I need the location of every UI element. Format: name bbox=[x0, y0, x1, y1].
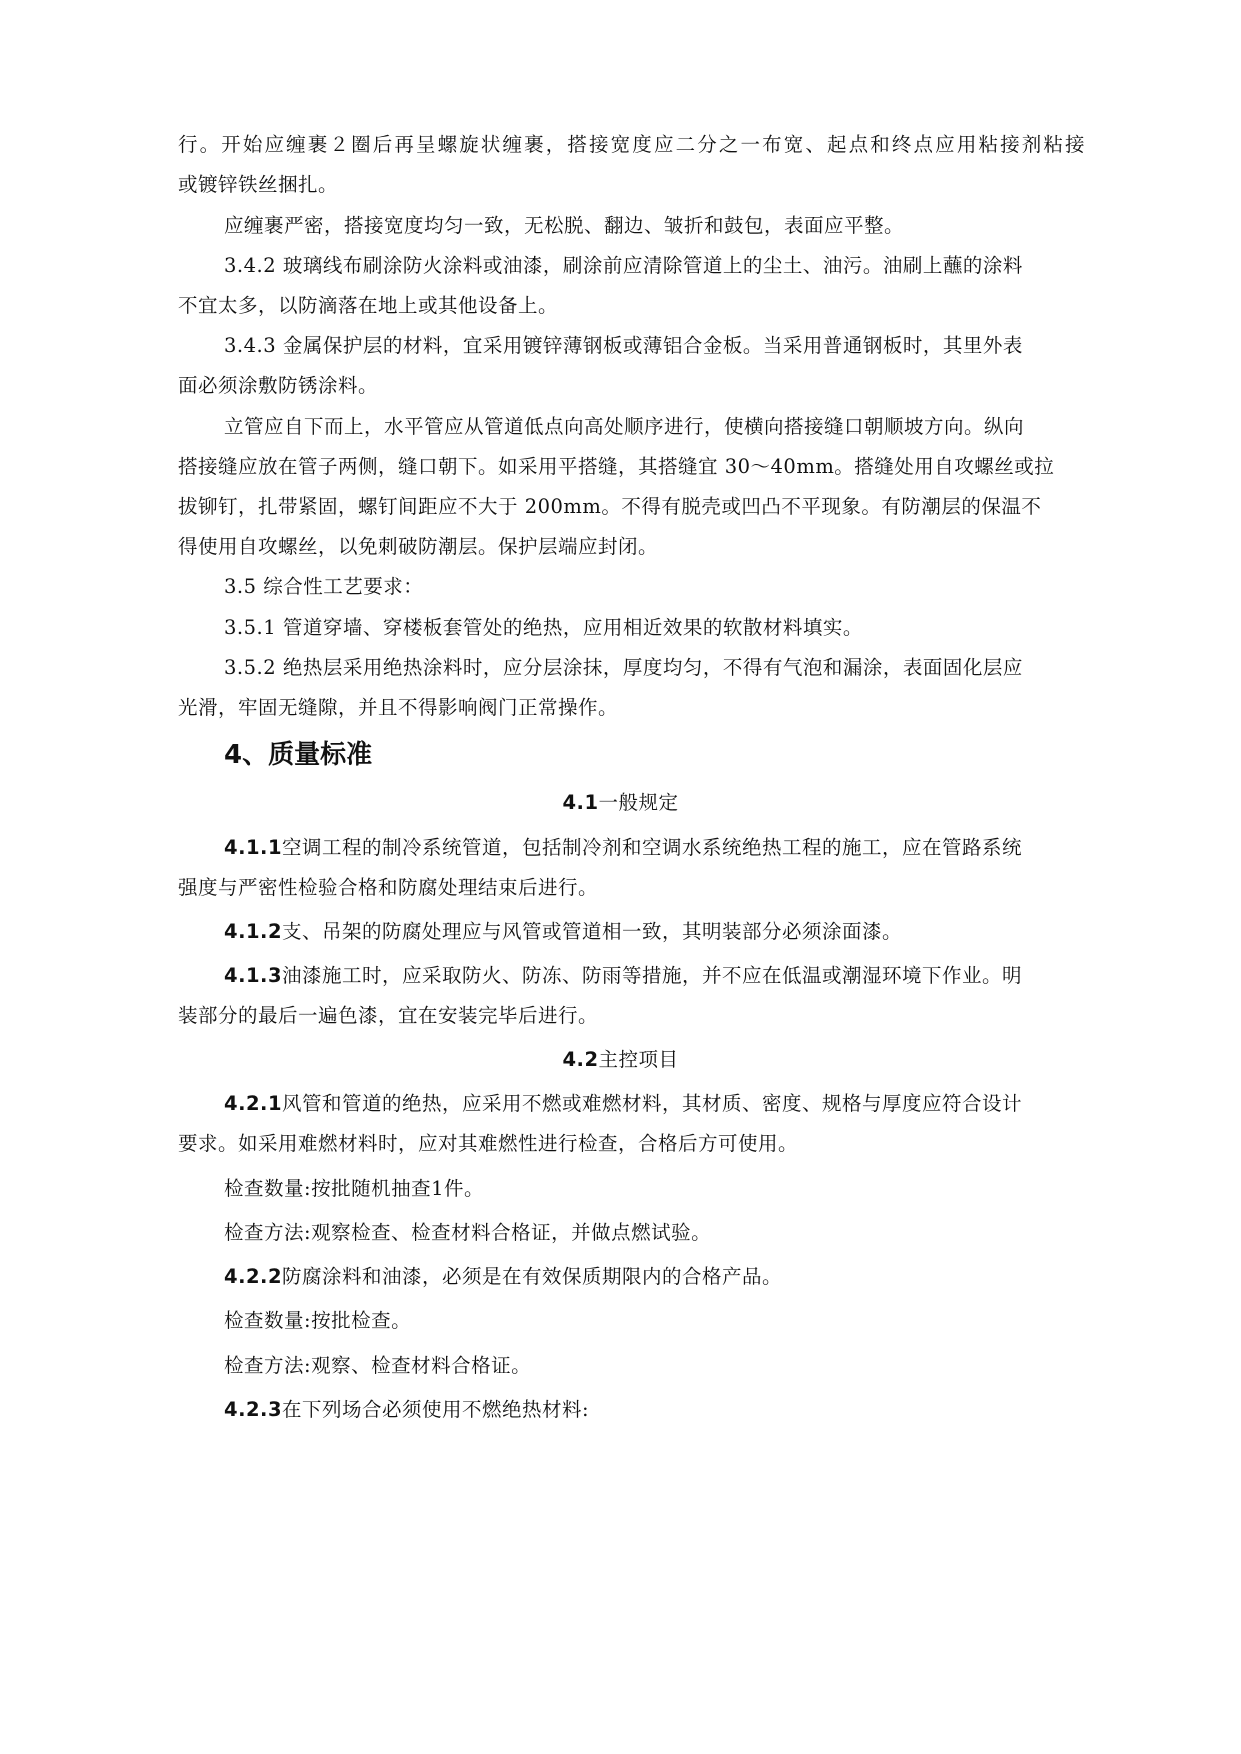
paragraph-line: 搭接缝应放在管子两侧，缝口朝下。如采用平搭缝，其搭缝宜 30～40mm。搭缝处用自攻螺丝或拉 bbox=[178, 455, 1055, 478]
subsection-text: 主控项目 bbox=[598, 1048, 679, 1071]
clause-number: 4.1.2 bbox=[224, 920, 283, 943]
clause-line bbox=[224, 834, 1241, 862]
clause-line bbox=[224, 1263, 1241, 1291]
subsection-title bbox=[0, 789, 1241, 817]
subsection-text: 一般规定 bbox=[598, 791, 679, 814]
paragraph-line: 不宜太多，以防滴落在地上或其他设备上。 bbox=[178, 294, 559, 317]
check-quantity: 检查数量:按批检查。 bbox=[224, 1309, 412, 1332]
subsection-number: 4.1 bbox=[562, 791, 599, 814]
clause-number: 4.2.3 bbox=[224, 1398, 283, 1421]
clause-number: 4.2.1 bbox=[224, 1092, 283, 1115]
clause-number: 4.2.2 bbox=[224, 1265, 283, 1288]
paragraph: 应缠裹严密，搭接宽度均匀一致，无松脱、翻边、皱折和鼓包，表面应平整。 bbox=[224, 214, 905, 237]
clause-line bbox=[224, 918, 1241, 946]
clause-text: 防腐涂料和油漆，必须是在有效保质期限内的合格产品。 bbox=[282, 1265, 783, 1288]
paragraph-line: 3.4.2 玻璃线布刷涂防火涂料或油漆，刷涂前应清除管道上的尘土、油污。油刷上蘸的涂料 bbox=[224, 254, 1023, 277]
subsection-title bbox=[0, 1046, 1241, 1074]
paragraph-line: 得使用自攻螺丝，以免刺破防潮层。保护层端应封闭。 bbox=[178, 535, 659, 558]
check-method: 检查方法:观察、检查材料合格证。 bbox=[224, 1354, 532, 1377]
clause-text: 支、吊架的防腐处理应与风管或管道相一致，其明装部分必须涂面漆。 bbox=[282, 920, 903, 943]
check-quantity: 检查数量:按批随机抽查1件。 bbox=[224, 1177, 484, 1200]
section-heading: 4、质量标准 bbox=[224, 740, 373, 770]
clause-text: 风管和管道的绝热，应采用不燃或难燃材料，其材质、密度、规格与厚度应符合设计 bbox=[282, 1092, 1023, 1115]
paragraph-line: 3.4.3 金属保护层的材料，宜采用镀锌薄钢板或薄铝合金板。当采用普通钢板时，其里外表 bbox=[224, 334, 1023, 357]
paragraph-line: 3.5.2 绝热层采用绝热涂料时，应分层涂抹，厚度均匀，不得有气泡和漏涂，表面固化层应 bbox=[224, 656, 1023, 679]
clause-line: 装部分的最后一遍色漆，宜在安装完毕后进行。 bbox=[178, 1004, 599, 1027]
clause-text: 在下列场合必须使用不燃绝热材料: bbox=[282, 1398, 590, 1421]
check-method: 检查方法:观察检查、检查材料合格证，并做点燃试验。 bbox=[224, 1221, 712, 1244]
clause-line bbox=[224, 962, 1241, 990]
clause-line bbox=[224, 1396, 1241, 1424]
paragraph: 3.5 综合性工艺要求： bbox=[224, 575, 424, 598]
clause-line bbox=[224, 1090, 1241, 1118]
clause-text: 油漆施工时，应采取防火、防冻、防雨等措施，并不应在低温或潮湿环境下作业。明 bbox=[282, 964, 1023, 987]
clause-number: 4.1.1 bbox=[224, 836, 283, 859]
clause-line: 强度与严密性检验合格和防腐处理结束后进行。 bbox=[178, 876, 599, 899]
paragraph-line: 拔铆钉，扎带紧固，螺钉间距应不大于 200mm。不得有脱壳或凹凸不平现象。有防潮层的保温不 bbox=[178, 495, 1042, 518]
paragraph-line: 光滑，牢固无缝隙，并且不得影响阀门正常操作。 bbox=[178, 696, 619, 719]
paragraph: 3.5.1 管道穿墙、穿楼板套管处的绝热，应用相近效果的软散材料填实。 bbox=[224, 616, 863, 639]
paragraph-line: 面必须涂敷防锈涂料。 bbox=[178, 374, 379, 397]
subsection-number: 4.2 bbox=[562, 1048, 599, 1071]
paragraph-line: 或镀锌铁丝捆扎。 bbox=[178, 173, 339, 196]
clause-text: 空调工程的制冷系统管道，包括制冷剂和空调水系统绝热工程的施工，应在管路系统 bbox=[282, 836, 1023, 859]
clause-number: 4.1.3 bbox=[224, 964, 283, 987]
clause-line: 要求。如采用难燃材料时，应对其难燃性进行检查，合格后方可使用。 bbox=[178, 1132, 799, 1155]
paragraph-line: 行。开始应缠裹２圈后再呈螺旋状缠裹，搭接宽度应二分之一布宽、起点和终点应用粘接剂粘接 bbox=[178, 133, 1085, 156]
paragraph-line: 立管应自下而上，水平管应从管道低点向高处顺序进行，使横向搭接缝口朝顺坡方向。纵向 bbox=[224, 415, 1025, 438]
